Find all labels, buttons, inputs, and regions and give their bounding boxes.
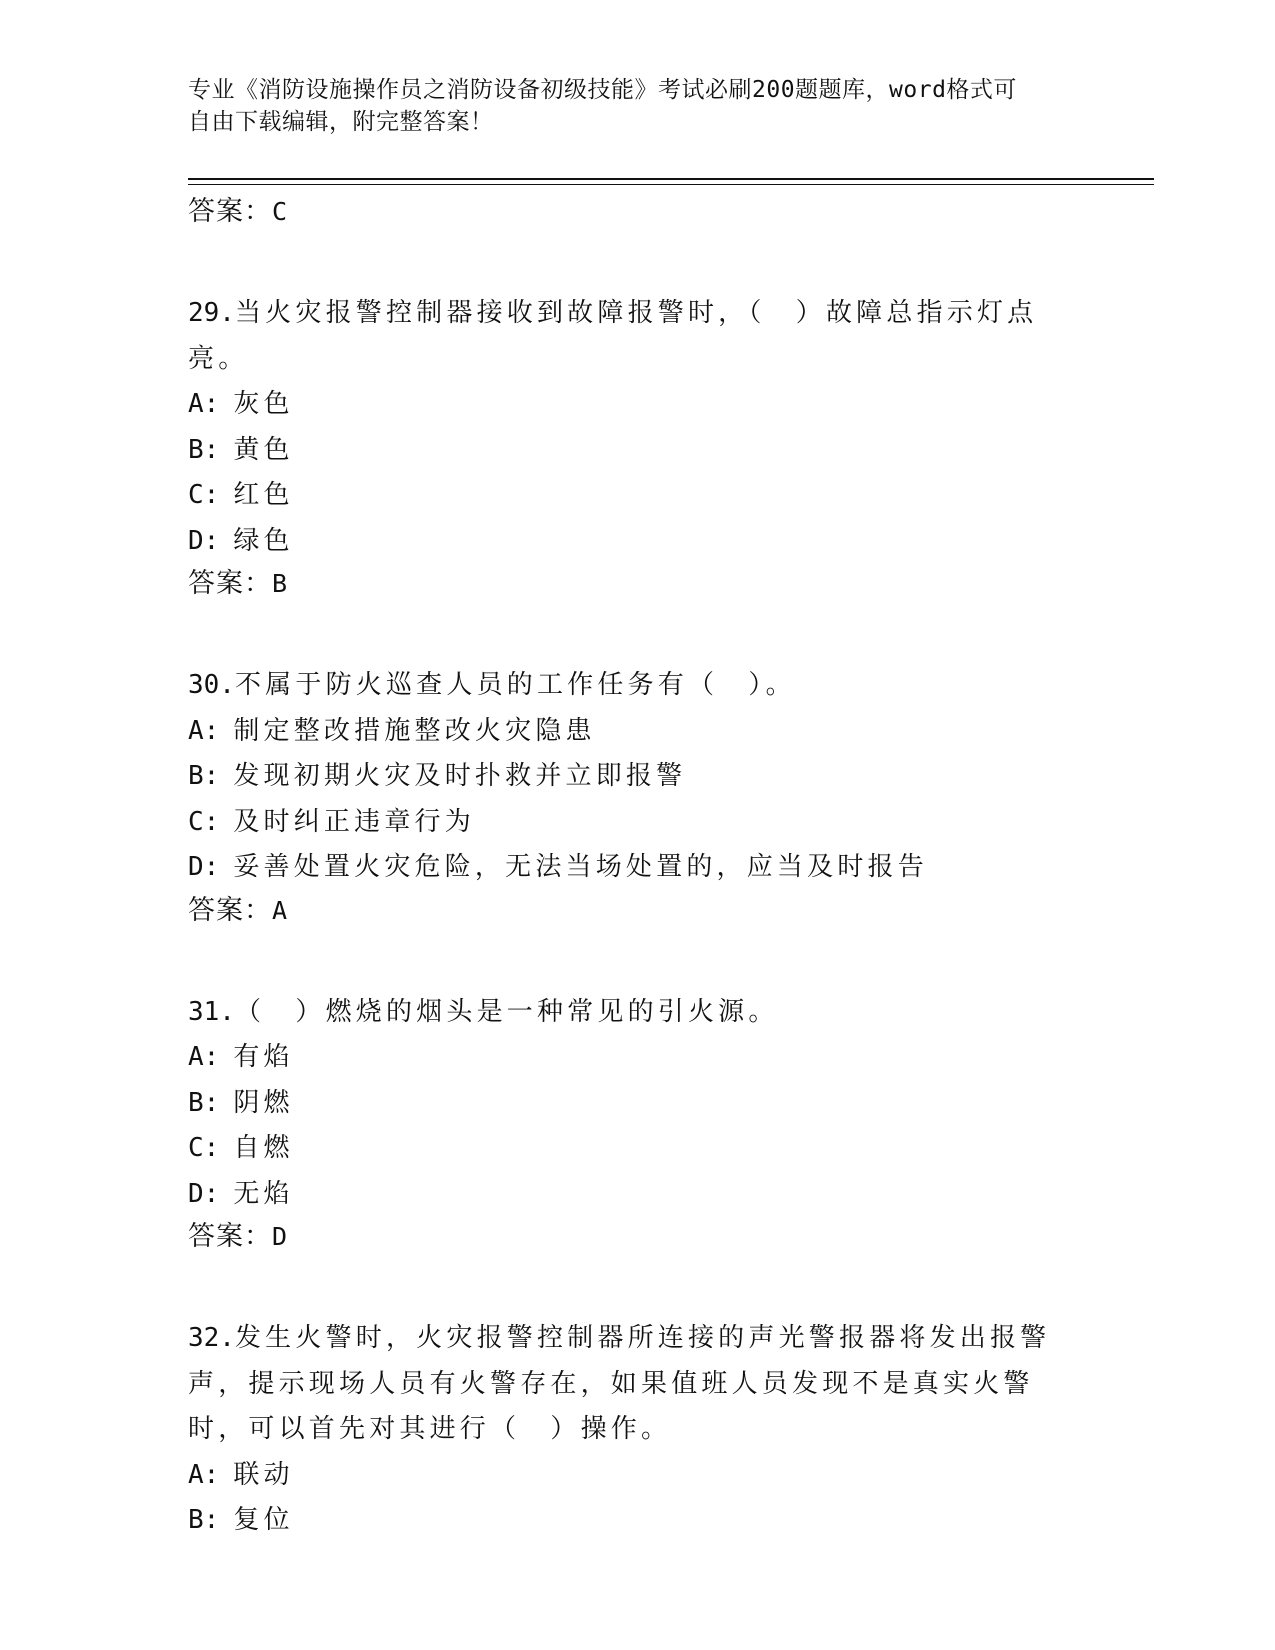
document-body [188, 192, 1088, 1544]
question-block [188, 990, 1088, 1258]
answer-label: 答案： [188, 894, 272, 926]
question-stem: （ ）燃烧的烟头是一种常见的引火源。 [234, 996, 779, 1027]
option-item [188, 1453, 1088, 1499]
question-text [188, 990, 1088, 1036]
option-item [188, 1498, 1088, 1544]
option-text: 妥善处置火灾危险，无法当场处置的，应当及时报告 [233, 852, 928, 882]
question-number: 32. [188, 1323, 235, 1353]
option-text: 无焰 [233, 1178, 294, 1209]
option-key: B: [188, 434, 220, 465]
option-key: B: [188, 1087, 220, 1118]
option-text: 自燃 [233, 1133, 294, 1163]
option-item [188, 1126, 1088, 1172]
option-key: D: [188, 852, 220, 882]
answer-label: 答案： [188, 1221, 272, 1252]
answer-value: C [272, 197, 289, 226]
option-item [188, 800, 1088, 846]
option-key: A: [188, 1042, 220, 1072]
option-item [188, 519, 1088, 565]
document-header [188, 74, 1068, 138]
question-number: 31. [188, 996, 235, 1027]
option-item [188, 1035, 1088, 1081]
option-key: B: [188, 761, 220, 791]
option-key: C: [188, 1133, 220, 1163]
option-text: 黄色 [233, 434, 294, 465]
option-item [188, 1081, 1088, 1127]
option-text: 红色 [233, 480, 294, 510]
question-text [188, 663, 1088, 709]
option-key: A: [188, 715, 220, 746]
option-key: D: [188, 525, 220, 556]
option-key: C: [188, 480, 220, 510]
question-list [188, 291, 1088, 1544]
option-item [188, 845, 1088, 891]
header-rule-thick [188, 178, 1154, 180]
option-item [188, 428, 1088, 474]
question-stem: 当火灾报警控制器接收到故障报警时，（ ）故障总指示灯点亮。 [188, 298, 1038, 374]
option-item [188, 754, 1088, 800]
question-number: 29. [188, 298, 235, 328]
answer-line [188, 891, 1088, 931]
option-text: 绿色 [233, 525, 294, 556]
option-text: 有焰 [233, 1042, 294, 1072]
option-text: 复位 [233, 1505, 294, 1535]
option-key: A: [188, 1459, 220, 1490]
option-key: C: [188, 806, 220, 837]
answer-line [188, 1217, 1088, 1257]
question-number: 30. [188, 670, 235, 700]
option-item [188, 709, 1088, 755]
option-item [188, 1172, 1088, 1218]
option-text: 制定整改措施整改火灾隐患 [233, 715, 596, 746]
answer-value: D [272, 1222, 289, 1251]
option-text: 发现初期火灾及时扑救并立即报警 [233, 761, 687, 791]
answer-value: A [272, 895, 289, 925]
option-text: 阴燃 [233, 1087, 294, 1118]
header-line-1: 专业《消防设施操作员之消防设备初级技能》考试必刷200题题库，word格式可 [188, 77, 1017, 103]
question-text [188, 1316, 1088, 1453]
answer-label: 答案： [188, 568, 272, 599]
header-line-2: 自由下载编辑，附完整答案！ [188, 109, 494, 135]
option-text: 联动 [233, 1459, 294, 1490]
option-key: D: [188, 1178, 220, 1209]
answer-line [188, 564, 1088, 604]
header-rule-thin [188, 184, 1154, 185]
option-text: 及时纠正违章行为 [233, 806, 475, 837]
option-text: 灰色 [233, 389, 294, 419]
question-stem: 不属于防火巡查人员的工作任务有（ ）。 [234, 670, 796, 700]
question-stem: 发生火警时，火灾报警控制器所连接的声光警报器将发出报警声，提示现场人员有火警存在，如果值班人员发现不是真实火警时，可以首先对其进行（ ）操作。 [188, 1323, 1051, 1444]
question-block [188, 1316, 1088, 1544]
answer-line [188, 192, 1088, 232]
question-block [188, 291, 1088, 604]
question-text [188, 291, 1088, 382]
question-block [188, 663, 1088, 931]
option-key: A: [188, 389, 220, 419]
answer-label: 答案： [188, 196, 272, 227]
answer-value: B [272, 569, 289, 598]
option-key: B: [188, 1505, 220, 1535]
option-item [188, 473, 1088, 519]
option-item [188, 382, 1088, 428]
